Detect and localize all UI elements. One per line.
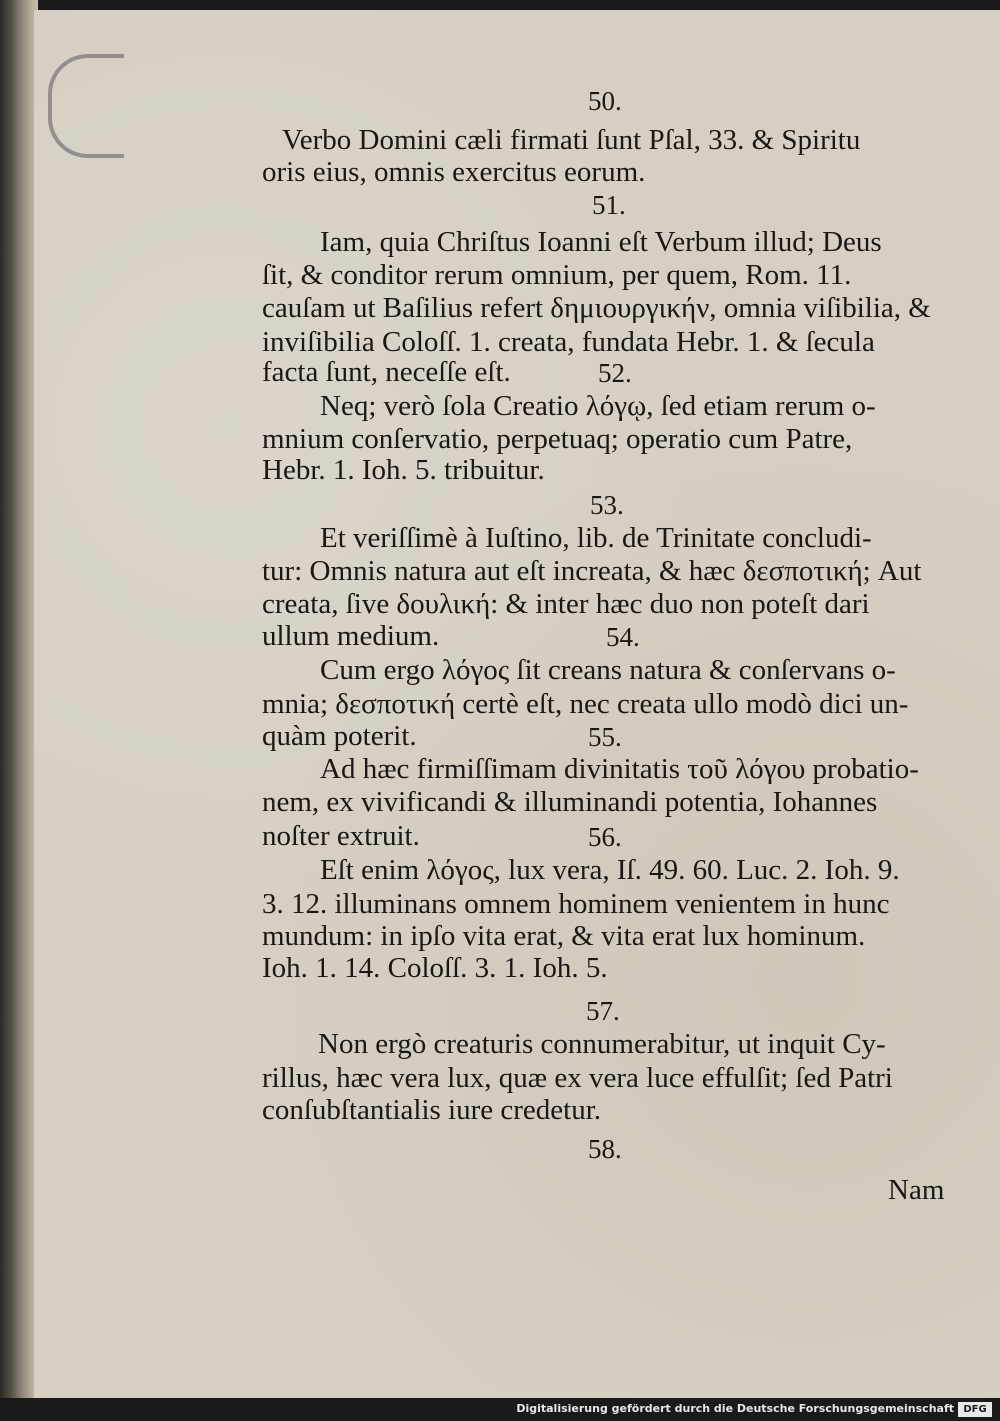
text-line: noſter extruit.: [262, 820, 420, 852]
text-line: Non ergò creaturis connumerabitur, ut inquit Cy-: [318, 1028, 886, 1060]
text-line: ſit, & conditor rerum omnium, per quem, Rom. 11.: [262, 259, 852, 291]
paragraph-number: 55.: [588, 722, 622, 752]
text-line: facta ſunt, neceſſe eſt.: [262, 356, 511, 388]
text-line: Ioh. 1. 14. Coloſſ. 3. 1. Ioh. 5.: [262, 952, 608, 984]
text-line: mnium conſervatio, perpetuaq; operatio cum Patre,: [262, 423, 853, 455]
catchword: Nam: [888, 1174, 945, 1206]
text-line: Iam, quia Chriſtus Ioanni eſt Verbum illud; Deus: [320, 226, 882, 258]
paragraph-number: 53.: [590, 490, 624, 520]
text-line: creata, ſive δουλική: & inter hæc duo non poteſt dari: [262, 588, 870, 620]
paragraph-number: 54.: [606, 622, 640, 652]
text-line: Cum ergo λόγος ſit creans natura & conſervans o-: [320, 654, 896, 686]
dfg-logo: DFG: [958, 1402, 992, 1417]
text-line: Et veriſſimè à Iuſtino, lib. de Trinitate concludi-: [320, 522, 872, 554]
paragraph-number: 50.: [588, 86, 622, 116]
paragraph-number: 51.: [592, 190, 626, 220]
paper-clip: [48, 54, 124, 158]
text-line: rillus, hæc vera lux, quæ ex vera luce effulſit; ſed Patri: [262, 1062, 893, 1094]
text-line: Neq; verò ſola Creatio λόγῳ, ſed etiam rerum o-: [320, 390, 876, 422]
text-line: Verbo Domini cæli firmati ſunt Pſal, 33. & Spiritu: [282, 124, 861, 156]
text-line: quàm poterit.: [262, 720, 417, 752]
text-line: ullum medium.: [262, 620, 440, 652]
paragraph-number: 56.: [588, 822, 622, 852]
text-line: mnia; δεσποτική certè eſt, nec creata ullo modò dici un-: [262, 688, 909, 720]
text-line: inviſibilia Coloſſ. 1. creata, fundata Hebr. 1. & ſecula: [262, 326, 875, 358]
paragraph-number: 52.: [598, 358, 632, 388]
text-line: Hebr. 1. Ioh. 5. tribuitur.: [262, 454, 545, 486]
text-line: Eſt enim λόγος, lux vera, Iſ. 49. 60. Luc. 2. Ioh. 9.: [320, 854, 900, 886]
paragraph-number: 58.: [588, 1134, 622, 1164]
text-line: mundum: in ipſo vita erat, & vita erat lux hominum.: [262, 920, 866, 952]
text-line: nem, ex vivificandi & illuminandi potentia, Iohannes: [262, 786, 878, 818]
text-line: 3. 12. illuminans omnem hominem venientem in hunc: [262, 888, 890, 920]
footer-credit: Digitalisierung gefördert durch die Deutsche Forschungsgemeinschaft: [516, 1402, 954, 1415]
footer-bar: [0, 1398, 1000, 1421]
book-spine: [0, 0, 38, 1398]
text-line: cauſam ut Baſilius refert δημιουργικήν, omnia viſibilia, &: [262, 292, 931, 324]
text-line: oris eius, omnis exercitus eorum.: [262, 156, 646, 188]
paragraph-number: 57.: [586, 996, 620, 1026]
text-line: tur: Omnis natura aut eſt increata, & hæc δεσποτική; Aut: [262, 555, 922, 587]
text-line: conſubſtantialis iure credetur.: [262, 1094, 602, 1126]
text-line: Ad hæc firmiſſimam divinitatis τοῦ λόγου probatio-: [320, 753, 919, 785]
